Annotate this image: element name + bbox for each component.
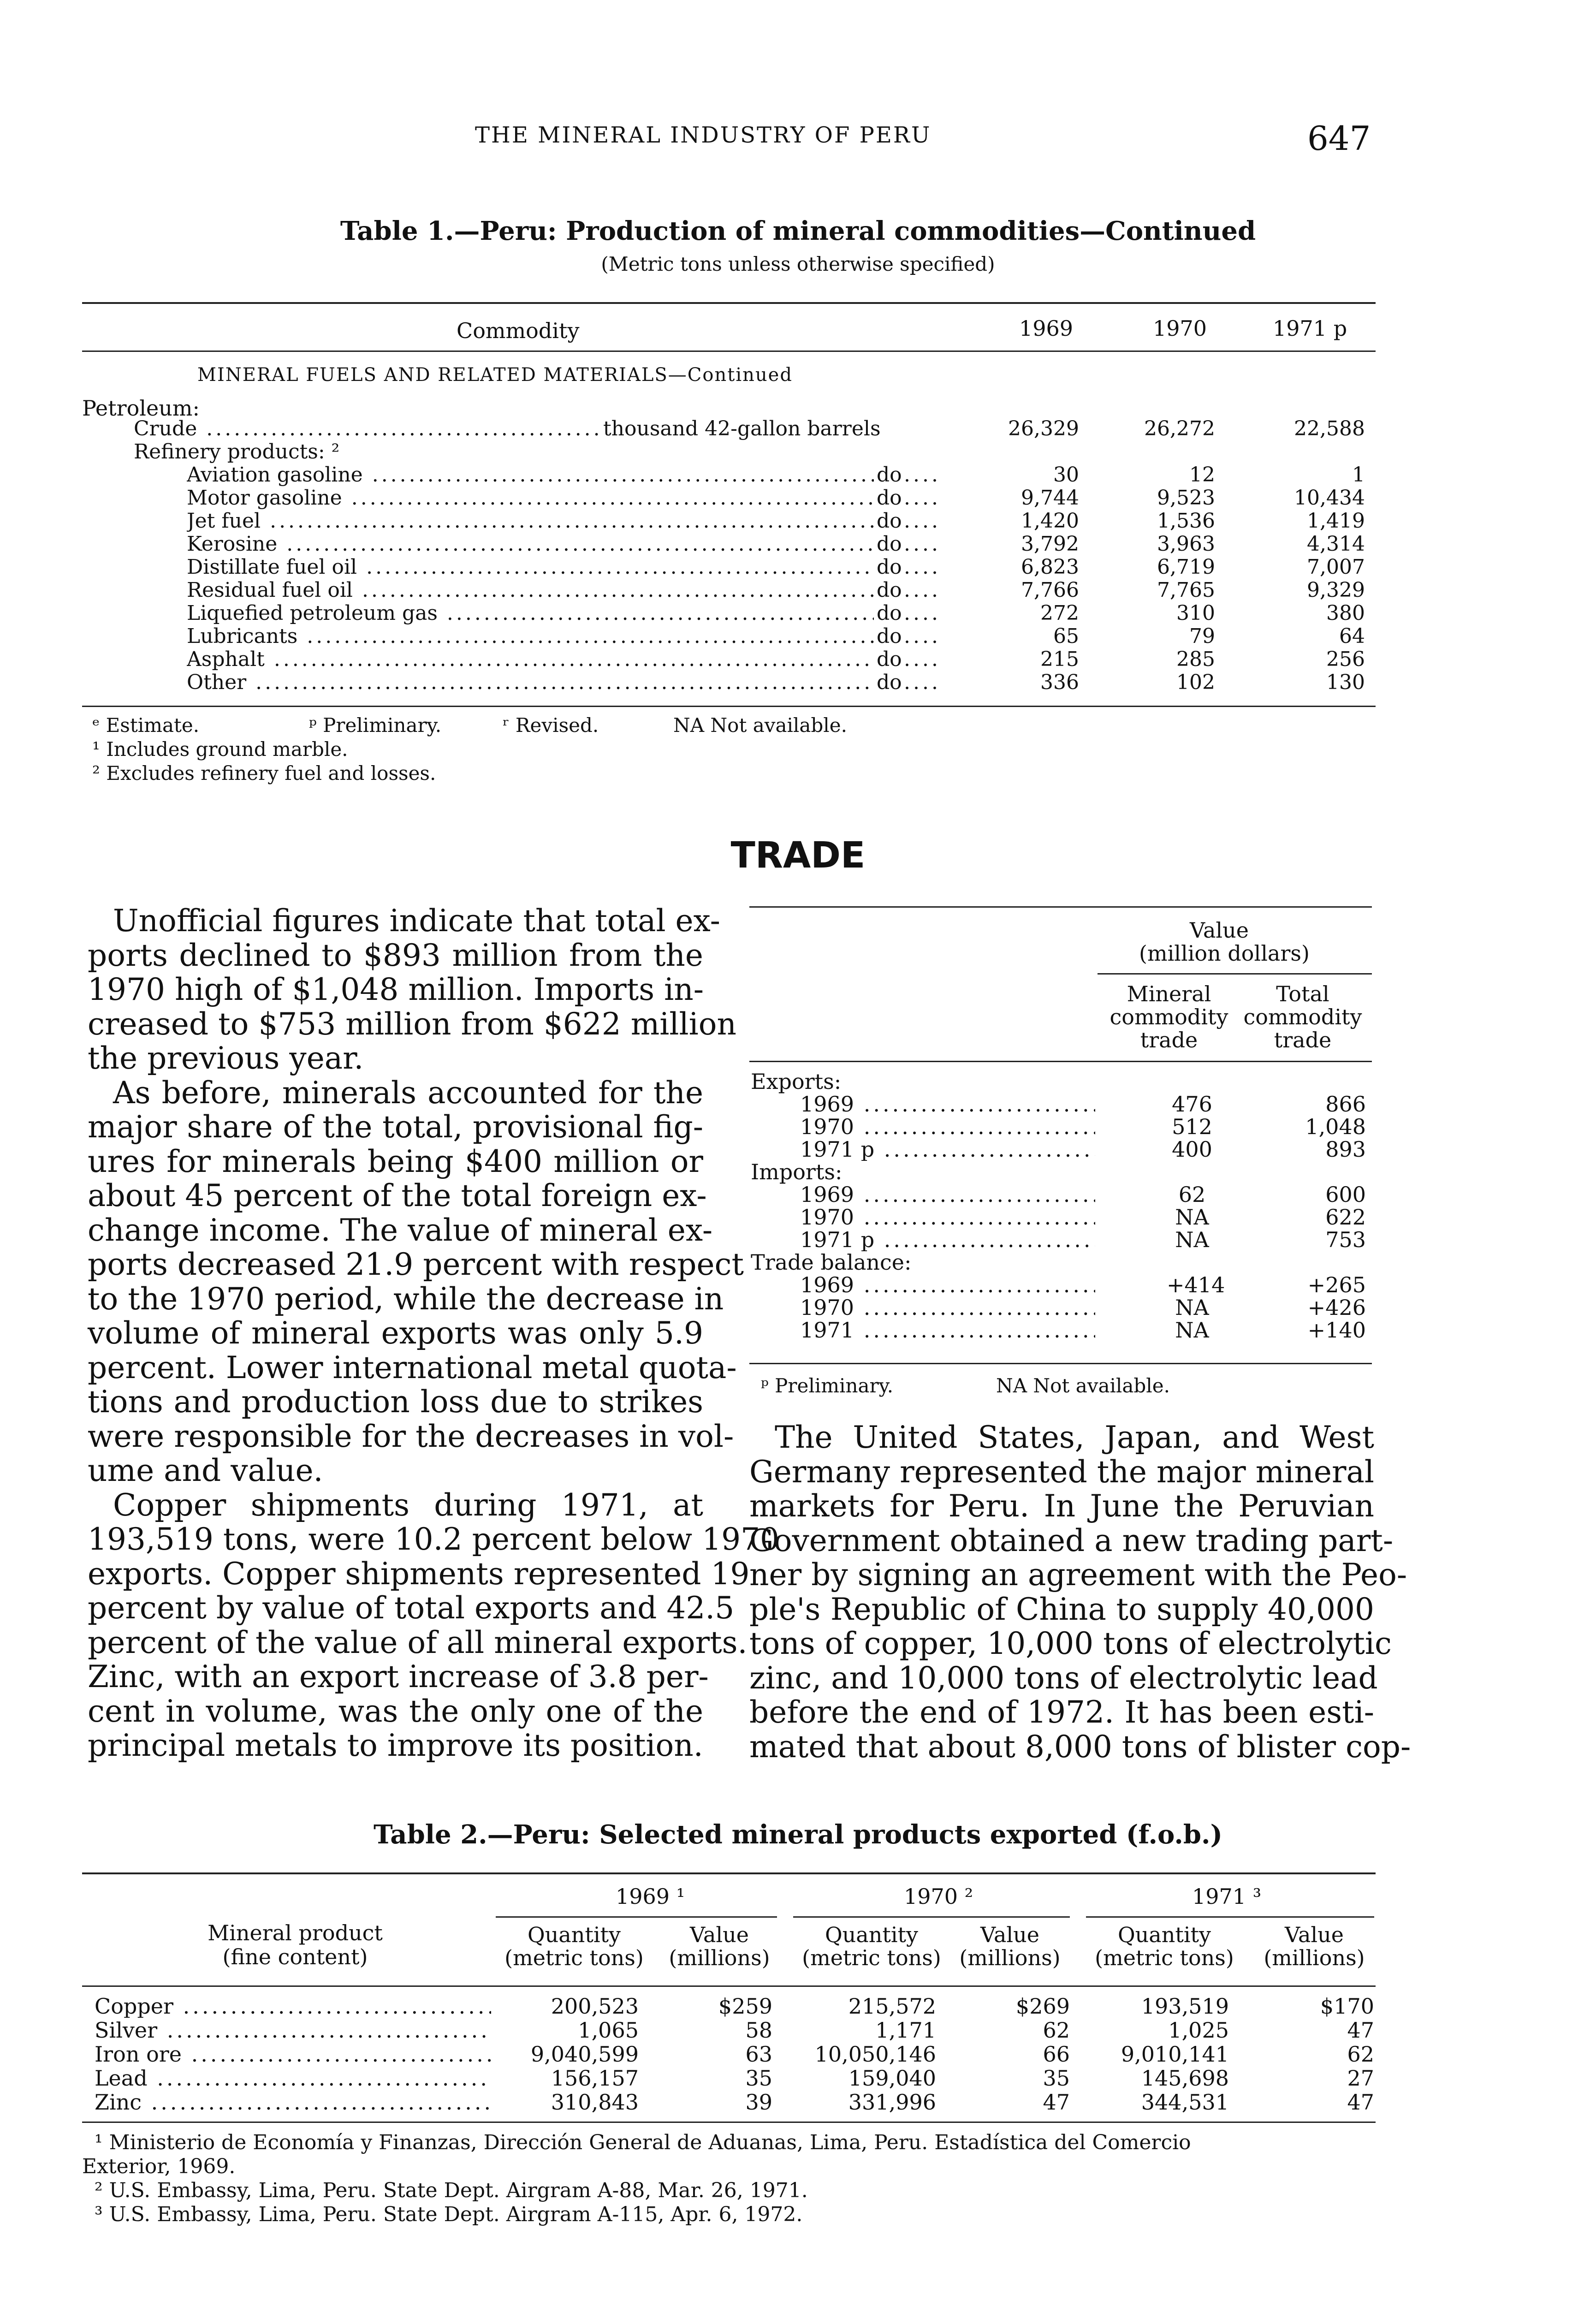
t2-qty-header-line: Quantity <box>1117 1922 1211 1947</box>
t1-row-label: Kerosine ..... <box>187 533 874 556</box>
t1-row-value: 3,963 <box>1157 532 1215 556</box>
t1-row-value: 6,719 <box>1157 555 1215 579</box>
t2-value: 310,843 <box>551 2090 639 2115</box>
vt-mineral-value: NA <box>1175 1295 1209 1320</box>
paragraph-line: ple's Republic of China to supply 40,000 <box>749 1591 1374 1627</box>
t2-value: 145,698 <box>1141 2066 1229 2091</box>
t1-crude-label: Crude ..... <box>134 417 599 440</box>
right-paragraph <box>749 1420 1411 1765</box>
t2-qty-header-line: Quantity <box>527 1922 621 1947</box>
vt-total-value: 600 <box>1325 1182 1366 1207</box>
t1-row-value: 12 <box>1189 463 1215 487</box>
paragraph-line: percent of the value of all mineral exports. <box>88 1624 748 1660</box>
value-header-rule <box>749 1061 1372 1062</box>
t2-value: 58 <box>745 2018 772 2043</box>
t2-val-header-line: (millions) <box>669 1945 770 1970</box>
t2-value: 10,050,146 <box>814 2042 936 2067</box>
t2-footnote-1-cont: Exterior, 1969. <box>82 2155 236 2178</box>
table1-caption: Table 1.—Peru: Production of mineral commodities—Continued <box>340 216 1256 246</box>
table2-caption: Table 2.—Peru: Selected mineral products exported (f.o.b.) <box>373 1819 1223 1850</box>
table2-bottom-rule <box>82 2122 1376 2123</box>
t2-value: 1,171 <box>875 2018 936 2043</box>
running-header: THE MINERAL INDUSTRY OF PERU <box>475 122 931 148</box>
t1-row-label: Lubricants ..... <box>187 625 874 648</box>
paragraph-line: ures for minerals being $400 million or <box>88 1143 703 1179</box>
paragraph-line: The United States, Japan, and West <box>775 1420 1374 1455</box>
t2-value: 47 <box>1347 2090 1374 2115</box>
t1-row-value: 130 <box>1326 671 1365 694</box>
t1-row-value: 9,329 <box>1307 578 1365 602</box>
t1-row-unit: do <box>874 602 902 625</box>
t1-row-value: 1,420 <box>1021 509 1079 533</box>
vt-mineral-value: 400 <box>1172 1137 1212 1162</box>
left-paragraph <box>88 1075 744 1488</box>
t2-value: 9,040,599 <box>530 2042 639 2067</box>
table2-rule-1969 <box>496 1916 777 1918</box>
t1-row-label: Aviation gasoline ..... <box>187 464 874 487</box>
t1-row-label: Distillate fuel oil ..... <box>187 556 874 579</box>
paragraph-line: before the end of 1972. It has been esti- <box>749 1694 1374 1730</box>
t1-note-preliminary: ᵖ Preliminary. <box>309 714 442 737</box>
t1-row-unit: do <box>874 648 902 671</box>
t1-footnote-2: ² Excludes refinery fuel and losses. <box>92 762 436 785</box>
paragraph-line: ume and value. <box>88 1453 323 1488</box>
trade-left-column <box>88 903 780 1763</box>
vt-total-value: +426 <box>1307 1295 1366 1320</box>
paragraph-line: Copper shipments during 1971, at <box>113 1487 703 1523</box>
paragraph-line: percent by value of total exports and 42.5 <box>88 1590 735 1626</box>
t2-qty-header-line: (metric tons) <box>802 1945 941 1970</box>
t1-row-trailing-dots: .... <box>904 648 941 671</box>
trade-heading: TRADE <box>730 835 866 876</box>
t2-value: 9,010,141 <box>1121 2042 1229 2067</box>
table2-top-rule <box>82 1872 1376 1874</box>
t2-val-header <box>1254 1923 1374 1969</box>
t2-value: 47 <box>1043 2090 1070 2115</box>
t1-row-trailing-dots: .... <box>904 532 941 556</box>
t2-value: 1,065 <box>578 2018 639 2043</box>
value-table-bottom-rule <box>749 1363 1372 1364</box>
value-col1-header: Mineral commodity trade <box>1109 981 1228 1052</box>
t1-row-value: 65 <box>1053 624 1079 648</box>
table1-section: MINERAL FUELS AND RELATED MATERIALS—Continued <box>197 364 793 386</box>
t2-value: 215,572 <box>848 1994 936 2019</box>
t2-value: $269 <box>1015 1994 1070 2019</box>
t2-value: 159,040 <box>848 2066 936 2091</box>
t1-row-label: Residual fuel oil ..... <box>187 579 874 602</box>
t2-qty-header <box>793 1923 950 1969</box>
t2-qty-header <box>1086 1923 1243 1969</box>
t1-row-unit: do <box>874 625 902 648</box>
vt-total-value: 753 <box>1325 1227 1366 1252</box>
paragraph-line: ports decreased 21.9 percent with respect <box>88 1247 744 1282</box>
vt-year: 1970 ..... <box>800 1206 1095 1229</box>
table2-stub-header: Mineral product (fine content) <box>208 1920 383 1969</box>
table2-year-1970: 1970 ² <box>904 1884 973 1909</box>
t1-row-label: Motor gasoline ..... <box>187 487 874 510</box>
paragraph-line: mated that about 8,000 tons of blister cop- <box>749 1729 1411 1765</box>
t2-value: 66 <box>1043 2042 1070 2067</box>
vt-note-preliminary: ᵖ Preliminary. <box>761 1374 894 1397</box>
table1-col-1971: 1971 p <box>1273 316 1347 341</box>
paragraph-line: 1970 high of $1,048 million. Imports in- <box>88 972 704 1007</box>
table1-header-rule <box>82 351 1376 352</box>
t1-crude-value: 22,588 <box>1294 417 1365 440</box>
t1-row-value: 3,792 <box>1021 532 1079 556</box>
t2-footnote-2: ² U.S. Embassy, Lima, Peru. State Dept. Airgram A-88, Mar. 26, 1971. <box>95 2179 808 2202</box>
paragraph-line: creased to $753 million from $622 million <box>88 1006 736 1042</box>
t1-row-trailing-dots: .... <box>904 486 941 510</box>
paragraph-line: about 45 percent of the total foreign ex- <box>88 1178 707 1213</box>
t1-row-value: 9,523 <box>1157 486 1215 510</box>
t2-value: 35 <box>745 2066 772 2091</box>
t2-value: 344,531 <box>1141 2090 1229 2115</box>
table1-col-1970: 1970 <box>1153 316 1207 341</box>
paragraph-line: the previous year. <box>88 1040 364 1076</box>
t2-value: 35 <box>1043 2066 1070 2091</box>
vt-year: 1971 p ..... <box>800 1228 1095 1251</box>
paragraph-line: cent in volume, was the only one of the <box>88 1693 703 1729</box>
t1-row-value: 4,314 <box>1307 532 1365 556</box>
table1-group-petroleum: Petroleum: <box>82 396 200 421</box>
t1-row-trailing-dots: .... <box>904 624 941 648</box>
t1-row-unit: do <box>874 533 902 556</box>
vt-year: 1970 ..... <box>800 1296 1095 1319</box>
t1-row-label: Liquefied petroleum gas ..... <box>187 602 874 625</box>
table2-year-1969: 1969 ¹ <box>616 1884 685 1909</box>
t1-row-label: Jet fuel ..... <box>187 510 874 533</box>
t2-val-header <box>950 1923 1070 1969</box>
t1-footnote-1: ¹ Includes ground marble. <box>92 738 348 761</box>
vt-total-value: +265 <box>1307 1272 1366 1297</box>
t2-value: $259 <box>718 1994 772 2019</box>
value-col2-header: Total commodity trade <box>1243 981 1362 1052</box>
vt-note-na: NA Not available. <box>996 1374 1170 1397</box>
table1-col-commodity: Commodity <box>457 318 580 343</box>
paragraph-line: percent. Lower international metal quota- <box>88 1349 737 1385</box>
paragraph-line: markets for Peru. In June the Peruvian <box>749 1488 1374 1524</box>
t1-row-value: 10,434 <box>1294 486 1365 510</box>
t2-value: 200,523 <box>551 1994 639 2019</box>
t1-row-value: 6,823 <box>1021 555 1079 579</box>
t1-row-trailing-dots: .... <box>904 509 941 533</box>
paragraph-line: to the 1970 period, while the decrease in <box>88 1281 724 1317</box>
t1-row-trailing-dots: .... <box>904 555 941 579</box>
paragraph-line: zinc, and 10,000 tons of electrolytic lead <box>749 1660 1378 1696</box>
table2-rule-1971 <box>1086 1916 1374 1918</box>
t1-row-unit: do <box>874 510 902 533</box>
t2-val-header-line: (millions) <box>959 1945 1061 1970</box>
t2-qty-header <box>496 1923 653 1969</box>
t2-product: Lead ..... <box>95 2067 491 2090</box>
t1-row-value: 272 <box>1040 601 1079 625</box>
paragraph-line: ner by signing an agreement with the Peo- <box>749 1557 1407 1593</box>
value-sub-rule <box>1098 973 1372 975</box>
t2-value: 39 <box>745 2090 772 2115</box>
vt-mineral-value: NA <box>1175 1205 1209 1230</box>
t1-row-value: 1,419 <box>1307 509 1365 533</box>
t1-row-value: 30 <box>1053 463 1079 487</box>
t1-row-label: Asphalt ..... <box>187 648 874 671</box>
t1-row-trailing-dots: .... <box>904 463 941 487</box>
t1-row-unit: do <box>874 556 902 579</box>
paragraph-line: principal metals to improve its position. <box>88 1728 703 1763</box>
t2-value: 193,519 <box>1141 1994 1229 2019</box>
t2-product: Zinc ..... <box>95 2091 491 2114</box>
t2-value: 331,996 <box>848 2090 936 2115</box>
vt-group-label: Trade balance: <box>751 1250 912 1275</box>
t2-qty-header-line: (metric tons) <box>504 1945 644 1970</box>
t2-val-header-line: Value <box>1285 1922 1344 1947</box>
t1-row-label: Other ..... <box>187 671 874 694</box>
paragraph-line: tions and production loss due to strikes <box>88 1384 703 1420</box>
table1-bottom-rule <box>82 706 1376 707</box>
value-header: Value <box>1190 918 1249 943</box>
t1-row-unit: do <box>874 671 902 694</box>
vt-year: 1971 p ..... <box>800 1138 1095 1161</box>
paragraph-line: volume of mineral exports was only 5.9 <box>88 1315 703 1351</box>
vt-total-value: 866 <box>1325 1092 1366 1117</box>
t2-qty-header-line: (metric tons) <box>1095 1945 1234 1970</box>
t1-row-value: 7,765 <box>1157 578 1215 602</box>
t1-row-value: 310 <box>1176 601 1215 625</box>
paragraph-line: Government obtained a new trading part- <box>749 1522 1394 1558</box>
vt-year: 1969 ..... <box>800 1183 1095 1206</box>
t2-product: Iron ore ..... <box>95 2043 491 2066</box>
paragraph-line: were responsible for the decreases in vol- <box>88 1418 734 1454</box>
t1-crude-value: 26,329 <box>1008 417 1079 440</box>
vt-mineral-value: NA <box>1175 1227 1209 1252</box>
value-unit: (million dollars) <box>1139 941 1310 966</box>
t2-value: 27 <box>1347 2066 1374 2091</box>
vt-total-value: 622 <box>1325 1205 1366 1230</box>
t1-row-trailing-dots: .... <box>904 601 941 625</box>
vt-mineral-value: 62 <box>1178 1182 1206 1207</box>
vt-group-label: Exports: <box>751 1069 842 1094</box>
vt-mineral-value: NA <box>1175 1318 1209 1343</box>
paragraph-line: Zinc, with an export increase of 3.8 per- <box>88 1659 709 1694</box>
t1-row-value: 215 <box>1040 648 1079 671</box>
t2-qty-header-line: Quantity <box>825 1922 919 1947</box>
t1-row-value: 9,744 <box>1021 486 1079 510</box>
t1-row-value: 380 <box>1326 601 1365 625</box>
t1-row-value: 256 <box>1326 648 1365 671</box>
paragraph-line: exports. Copper shipments represented 19 <box>88 1556 750 1592</box>
t2-value: 62 <box>1043 2018 1070 2043</box>
vt-year: 1969 ..... <box>800 1093 1095 1116</box>
left-paragraph <box>88 903 736 1076</box>
t1-row-unit: do <box>874 487 902 510</box>
t2-footnote-3: ³ U.S. Embassy, Lima, Peru. State Dept. Airgram A-115, Apr. 6, 1972. <box>95 2203 803 2226</box>
t1-row-value: 79 <box>1189 624 1215 648</box>
t2-value: 62 <box>1347 2042 1374 2067</box>
vt-total-value: 893 <box>1325 1137 1366 1162</box>
vt-group-label: Imports: <box>751 1159 842 1184</box>
vt-year: 1971 ..... <box>800 1319 1095 1342</box>
t2-value: 47 <box>1347 2018 1374 2043</box>
paragraph-line: major share of the total, provisional fig- <box>88 1109 703 1145</box>
paragraph-line: 193,519 tons, were 10.2 percent below 1970 <box>88 1521 780 1557</box>
t2-value: $170 <box>1320 1994 1374 2019</box>
t1-row-trailing-dots: .... <box>904 578 941 602</box>
t2-value: 63 <box>745 2042 772 2067</box>
vt-year: 1969 ..... <box>800 1273 1095 1296</box>
vt-mineral-value: 476 <box>1172 1092 1212 1117</box>
paragraph-line: Germany represented the major mineral <box>749 1454 1374 1490</box>
table1-subcaption: (Metric tons unless otherwise specified) <box>601 253 995 275</box>
t2-val-header-line: (millions) <box>1264 1945 1365 1970</box>
t2-val-header-line: Value <box>980 1922 1039 1947</box>
t1-crude-value: 26,272 <box>1144 417 1215 440</box>
paragraph-line: Unofficial figures indicate that total ex- <box>113 903 720 939</box>
vt-mineral-value: 512 <box>1172 1114 1212 1139</box>
t1-row-value: 7,766 <box>1021 578 1079 602</box>
paragraph-line: As before, minerals accounted for the <box>113 1075 703 1111</box>
page-number: 647 <box>1307 119 1371 158</box>
t1-note-na: NA Not available. <box>673 714 847 737</box>
t1-refinery-label: Refinery products: ² <box>134 440 340 464</box>
t1-row-value: 102 <box>1176 671 1215 694</box>
t1-row-unit: do <box>874 464 902 487</box>
t1-row-unit: do <box>874 579 902 602</box>
t1-row-value: 285 <box>1176 648 1215 671</box>
table1-col-1969: 1969 <box>1019 316 1074 341</box>
paragraph-line: change income. The value of mineral ex- <box>88 1212 713 1248</box>
t1-crude-unit: thousand 42-gallon barrels <box>599 417 884 440</box>
vt-year: 1970 ..... <box>800 1115 1095 1138</box>
table2-rule-1970 <box>793 1916 1070 1918</box>
t1-row-value: 1 <box>1352 463 1365 487</box>
t1-note-estimate: ᵉ Estimate. <box>92 714 200 737</box>
t2-footnote-1: ¹ Ministerio de Economía y Finanzas, Dirección General de Aduanas, Lima, Peru. Estadística del Comercio <box>95 2131 1191 2154</box>
trade-right-column <box>749 1420 1411 1765</box>
t1-row-value: 1,536 <box>1157 509 1215 533</box>
t2-product: Silver ..... <box>95 2019 491 2042</box>
t2-product: Copper ..... <box>95 1995 491 2018</box>
t1-row-trailing-dots: .... <box>904 671 941 694</box>
value-table-top-rule <box>749 906 1372 908</box>
t1-row-value: 7,007 <box>1307 555 1365 579</box>
table2-header-rule <box>82 1985 1376 1987</box>
left-paragraph <box>88 1487 780 1763</box>
t2-val-header-line: Value <box>690 1922 749 1947</box>
t2-val-header <box>659 1923 779 1969</box>
t2-value: 156,157 <box>551 2066 639 2091</box>
vt-total-value: +140 <box>1307 1318 1366 1343</box>
paragraph-line: ports declined to $893 million from the <box>88 937 703 973</box>
paragraph-line: tons of copper, 10,000 tons of electrolytic <box>749 1626 1392 1661</box>
vt-mineral-value: +414 <box>1167 1272 1225 1297</box>
t1-row-value: 336 <box>1040 671 1079 694</box>
t1-row-value: 64 <box>1339 624 1365 648</box>
table1-top-rule <box>82 302 1376 304</box>
table2-year-1971: 1971 ³ <box>1192 1884 1262 1909</box>
t1-note-revised: ʳ Revised. <box>503 714 599 737</box>
vt-total-value: 1,048 <box>1305 1114 1366 1139</box>
t2-value: 1,025 <box>1168 2018 1229 2043</box>
